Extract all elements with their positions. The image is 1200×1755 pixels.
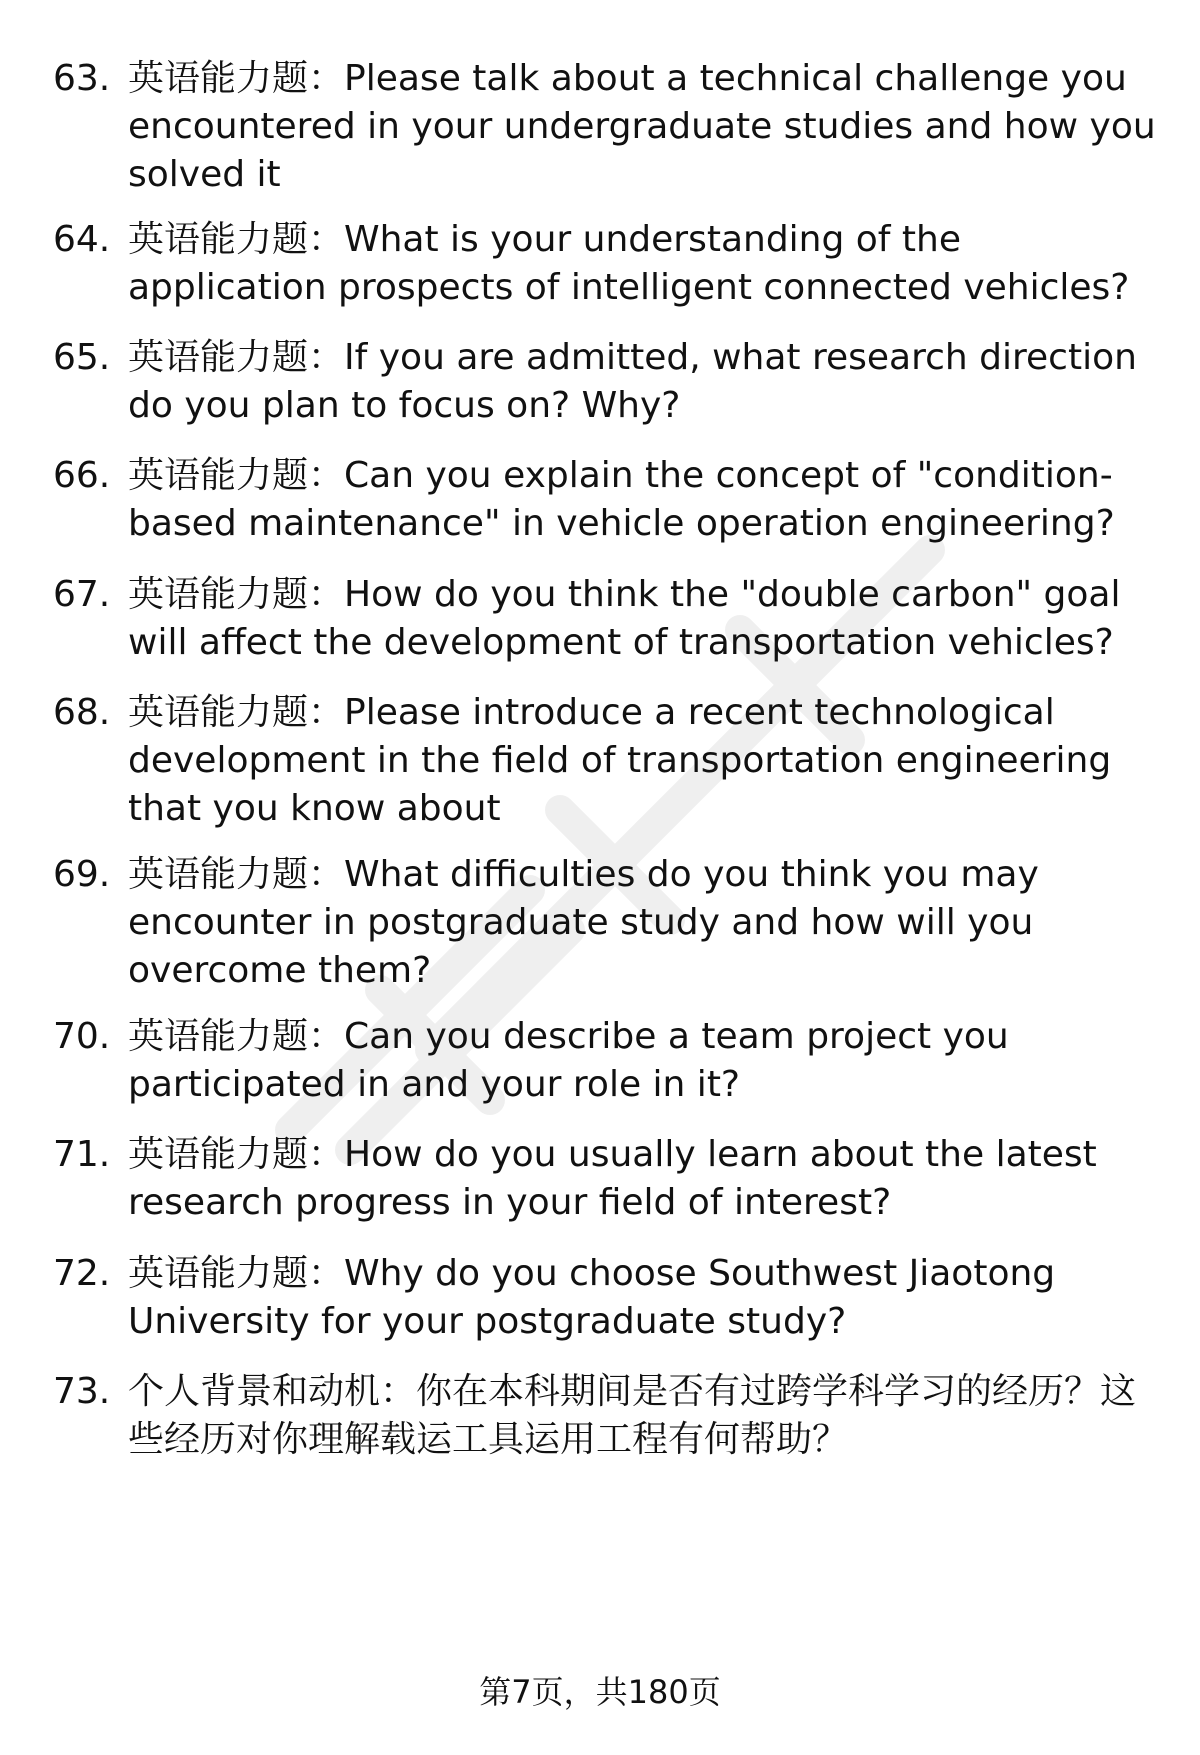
- question-text: If you are admitted, what research direction do you plan to focus on? Why?: [128, 337, 1137, 426]
- question-category: 英语能力题：: [128, 58, 345, 99]
- question-number: 66.: [53, 455, 111, 496]
- question-number: 65.: [53, 337, 111, 378]
- question-number: 70.: [53, 1016, 111, 1057]
- question-category: 英语能力题：: [128, 219, 345, 260]
- question-number: 68.: [53, 692, 111, 733]
- question-text: How do you think the "double carbon" goal will affect the development of transportation vehicles?: [128, 574, 1121, 663]
- question-number: 69.: [53, 854, 111, 895]
- question-category: 英语能力题：: [128, 1134, 345, 1175]
- question-number: 73.: [53, 1371, 111, 1412]
- question-number: 71.: [53, 1134, 111, 1175]
- question-category: 英语能力题：: [128, 455, 345, 496]
- question-number: 67.: [53, 574, 111, 615]
- question-text: Why do you choose Southwest Jiaotong University for your postgraduate study?: [128, 1253, 1056, 1342]
- question-text: Can you explain the concept of "condition-based maintenance" in vehicle operation engineering?: [128, 455, 1115, 544]
- question-71: [53, 1131, 1163, 1227]
- question-category: 英语能力题：: [128, 1253, 345, 1294]
- question-text: What difficulties do you think you may encounter in postgraduate study and how will you overcome them?: [128, 854, 1039, 991]
- question-63: [53, 55, 1163, 199]
- question-70: [53, 1013, 1163, 1109]
- question-text: Can you describe a team project you participated in and your role in it?: [128, 1016, 1009, 1105]
- question-text: What is your understanding of the application prospects of intelligent connected vehicles?: [128, 219, 1130, 308]
- question-text: Please talk about a technical challenge you encountered in your undergraduate studies and how you solved it: [128, 58, 1156, 195]
- question-category: 英语能力题：: [128, 337, 345, 378]
- question-64: [53, 216, 1163, 312]
- page-footer: 第7页，共180页: [479, 1673, 721, 1711]
- question-number: 64.: [53, 219, 111, 260]
- question-66: [53, 452, 1163, 548]
- question-number: 63.: [53, 58, 111, 99]
- question-number: 72.: [53, 1253, 111, 1294]
- question-65: [53, 334, 1163, 430]
- question-category: 英语能力题：: [128, 1016, 345, 1057]
- question-category: 英语能力题：: [128, 574, 345, 615]
- question-69: [53, 851, 1163, 995]
- question-category: 个人背景和动机：: [128, 1371, 417, 1412]
- question-68: [53, 689, 1163, 833]
- question-text: 你在本科期间是否有过跨学科学习的经历？这些经历对你理解载运工具运用工程有何帮助？: [128, 1371, 1137, 1460]
- question-category: 英语能力题：: [128, 692, 345, 733]
- question-67: [53, 571, 1163, 667]
- question-category: 英语能力题：: [128, 854, 345, 895]
- question-text: Please introduce a recent technological development in the field of transportation engineering that you know about: [128, 692, 1112, 829]
- question-text: How do you usually learn about the latest research progress in your field of interest?: [128, 1134, 1097, 1223]
- question-73: [53, 1368, 1163, 1464]
- question-72: [53, 1250, 1163, 1346]
